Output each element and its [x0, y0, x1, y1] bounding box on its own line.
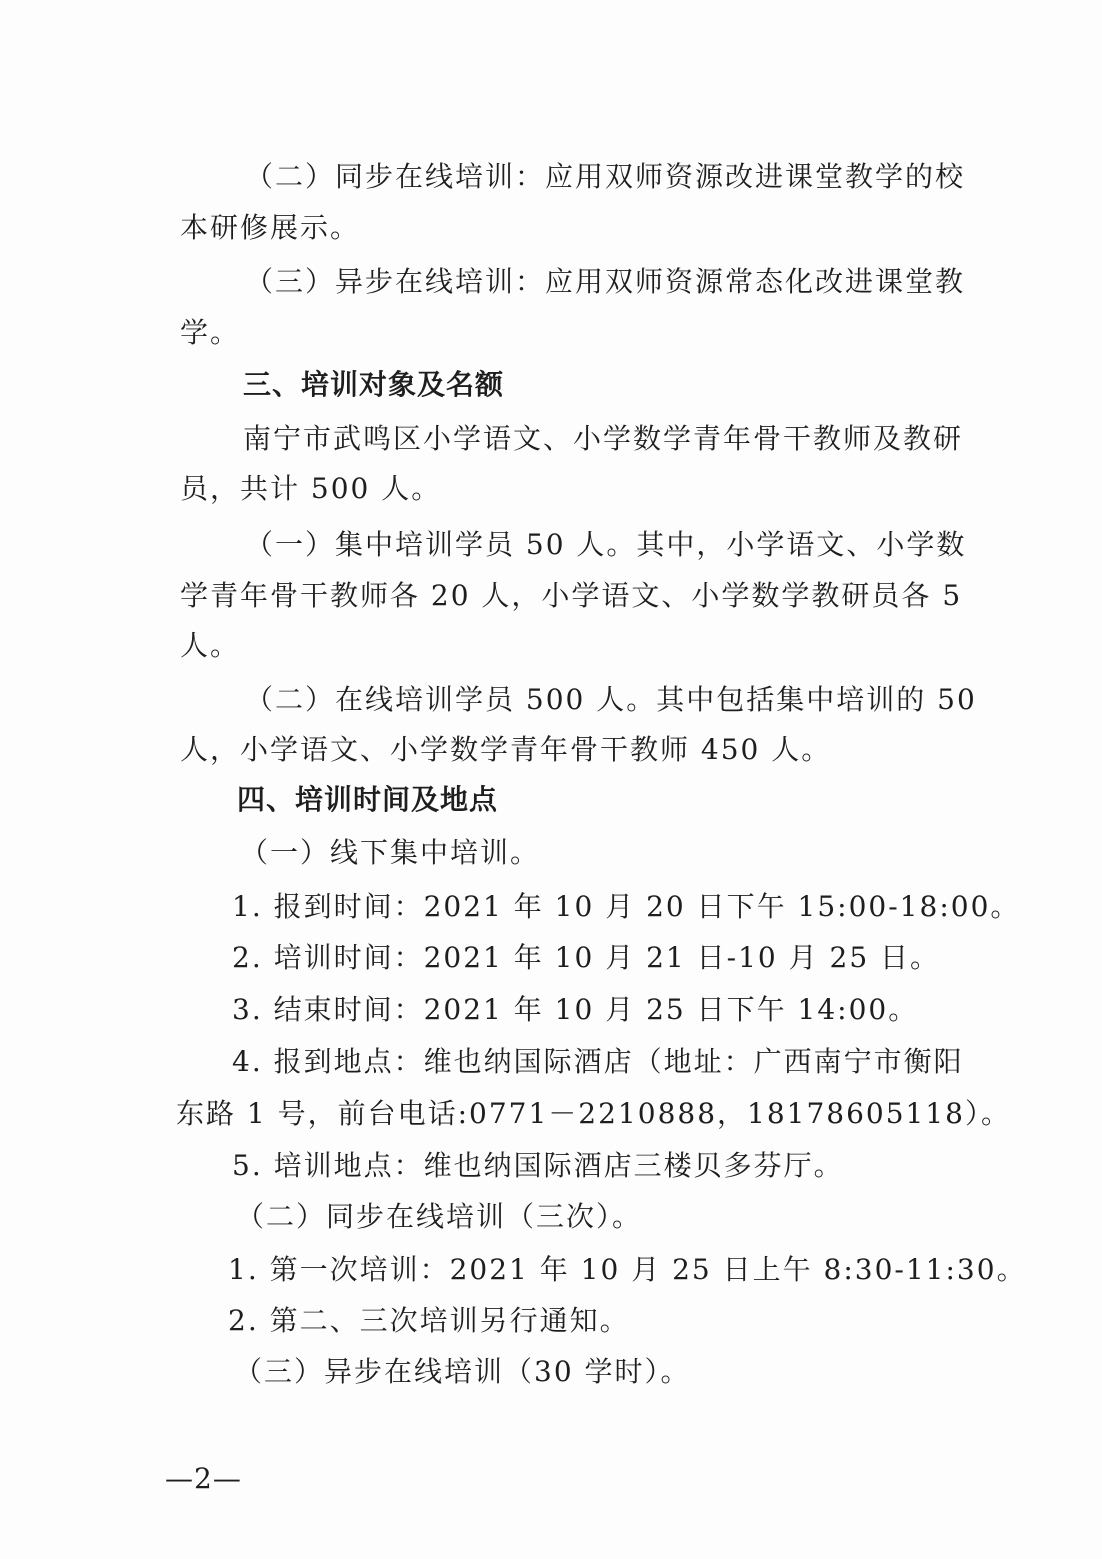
paragraph-line: （一）线下集中培训。 [240, 836, 541, 869]
paragraph-line: （二）在线培训学员 500 人。其中包括集中培训的 50 [245, 683, 977, 716]
paragraph-line: （三）异步在线培训：应用双师资源常态化改进课堂教 [245, 265, 966, 298]
section-heading: 三、培训对象及名额 [243, 368, 505, 401]
paragraph-line: 员，共计 500 人。 [180, 472, 442, 505]
page-number: —2— [165, 1462, 242, 1495]
paragraph-line: 2. 培训时间：2021 年 10 月 21 日-10 月 25 日。 [232, 941, 941, 974]
paragraph-line: （一）集中培训学员 50 人。其中，小学语文、小学数 [245, 528, 967, 561]
paragraph-line: 4. 报到地点：维也纳国际酒店（地址：广西南宁市衡阳 [232, 1045, 964, 1078]
paragraph-line: （二）同步在线培训（三次）。 [236, 1200, 643, 1233]
paragraph-line: 1. 第一次培训：2021 年 10 月 25 日上午 8:30-11:30。 [228, 1253, 1027, 1286]
paragraph-line: 1. 报到时间：2021 年 10 月 20 日下午 15:00-18:00。 [232, 890, 1021, 923]
paragraph-line: 学青年骨干教师各 20 人，小学语文、小学数学教研员各 5 [180, 579, 963, 612]
paragraph-line: 学。 [180, 316, 241, 349]
paragraph-line: 南宁市武鸣区小学语文、小学数学青年骨干教师及教研 [243, 422, 964, 455]
paragraph-line: （二）同步在线培训：应用双师资源改进课堂教学的校 [245, 160, 966, 193]
paragraph-line: 本研修展示。 [180, 211, 361, 244]
paragraph-line: 东路 1 号，前台电话:0771－2210888，18178605118）。 [176, 1097, 1011, 1130]
paragraph-line: 人，小学语文、小学数学青年骨干教师 450 人。 [180, 733, 832, 766]
paragraph-line: （三）异步在线培训（30 学时）。 [234, 1355, 691, 1388]
paragraph-line: 2. 第二、三次培训另行通知。 [228, 1304, 630, 1337]
paragraph-line: 5. 培训地点：维也纳国际酒店三楼贝多芬厅。 [232, 1149, 844, 1182]
paragraph-line: 人。 [180, 629, 241, 662]
section-heading: 四、培训时间及地点 [237, 783, 499, 816]
paragraph-line: 3. 结束时间：2021 年 10 月 25 日下午 14:00。 [232, 993, 919, 1026]
